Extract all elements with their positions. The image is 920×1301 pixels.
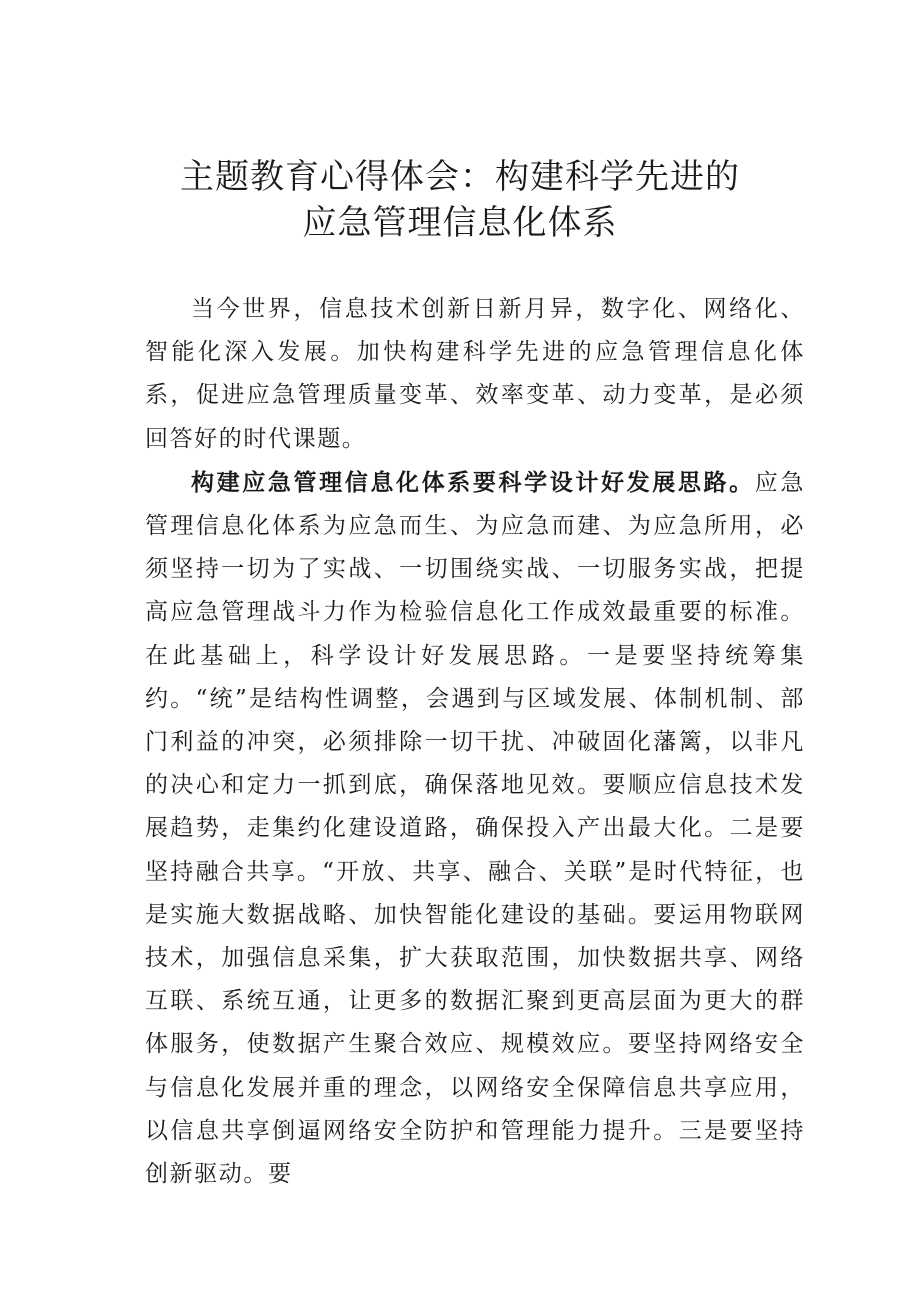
title-line-1: 主题教育心得体会：构建科学先进的 bbox=[180, 157, 740, 197]
document-body bbox=[145, 288, 805, 1196]
document-title bbox=[0, 154, 920, 246]
paragraph-lead-heading: 构建应急管理信息化体系要科学设计好发展思路。 bbox=[191, 468, 755, 496]
title-line-2: 应急管理信息化体系 bbox=[302, 203, 618, 243]
paragraph-development-text: 应急管理信息化体系为应急而生、为应急而建、为应急所用，必须坚持一切为了实战、一切围绕实战、一切服务实战，把提高应急管理战斗力作为检验信息化工作成效最重要的标准。在此基础上，科学设计好发展思路。一是要坚持统筹集约。“统”是结构性调整，会遇到与区域发展、体制机制、部门利益的冲突，必须排除一切干扰、冲破固化藩篱，以非凡的决心和定力一抓到底，确保落地见效。要顺应信息技术发展趋势，走集约化建设道路，确保投入产出最大化。二是要坚持融合共享。“开放、共享、融合、关联”是时代特征，也是实施大数据战略、加快智能化建设的基础。要运用物联网技术，加强信息采集，扩大获取范围，加快数据共享、网络互联、系统互通，让更多的数据汇聚到更高层面为更大的群体服务，使数据产生聚合效应、规模效应。要坚持网络安全与信息化发展并重的理念，以网络安全保障信息共享应用，以信息共享倒逼网络安全防护和管理能力提升。三是要坚持创新驱动。要 bbox=[145, 469, 806, 1188]
paragraph-development-approach bbox=[145, 461, 805, 1196]
paragraph-intro bbox=[145, 288, 805, 461]
paragraph-intro-text: 当今世界，信息技术创新日新月异，数字化、网络化、智能化深入发展。加快构建科学先进的应急管理信息化体系，促进应急管理质量变革、效率变革、动力变革，是必须回答好的时代课题。 bbox=[145, 296, 805, 452]
